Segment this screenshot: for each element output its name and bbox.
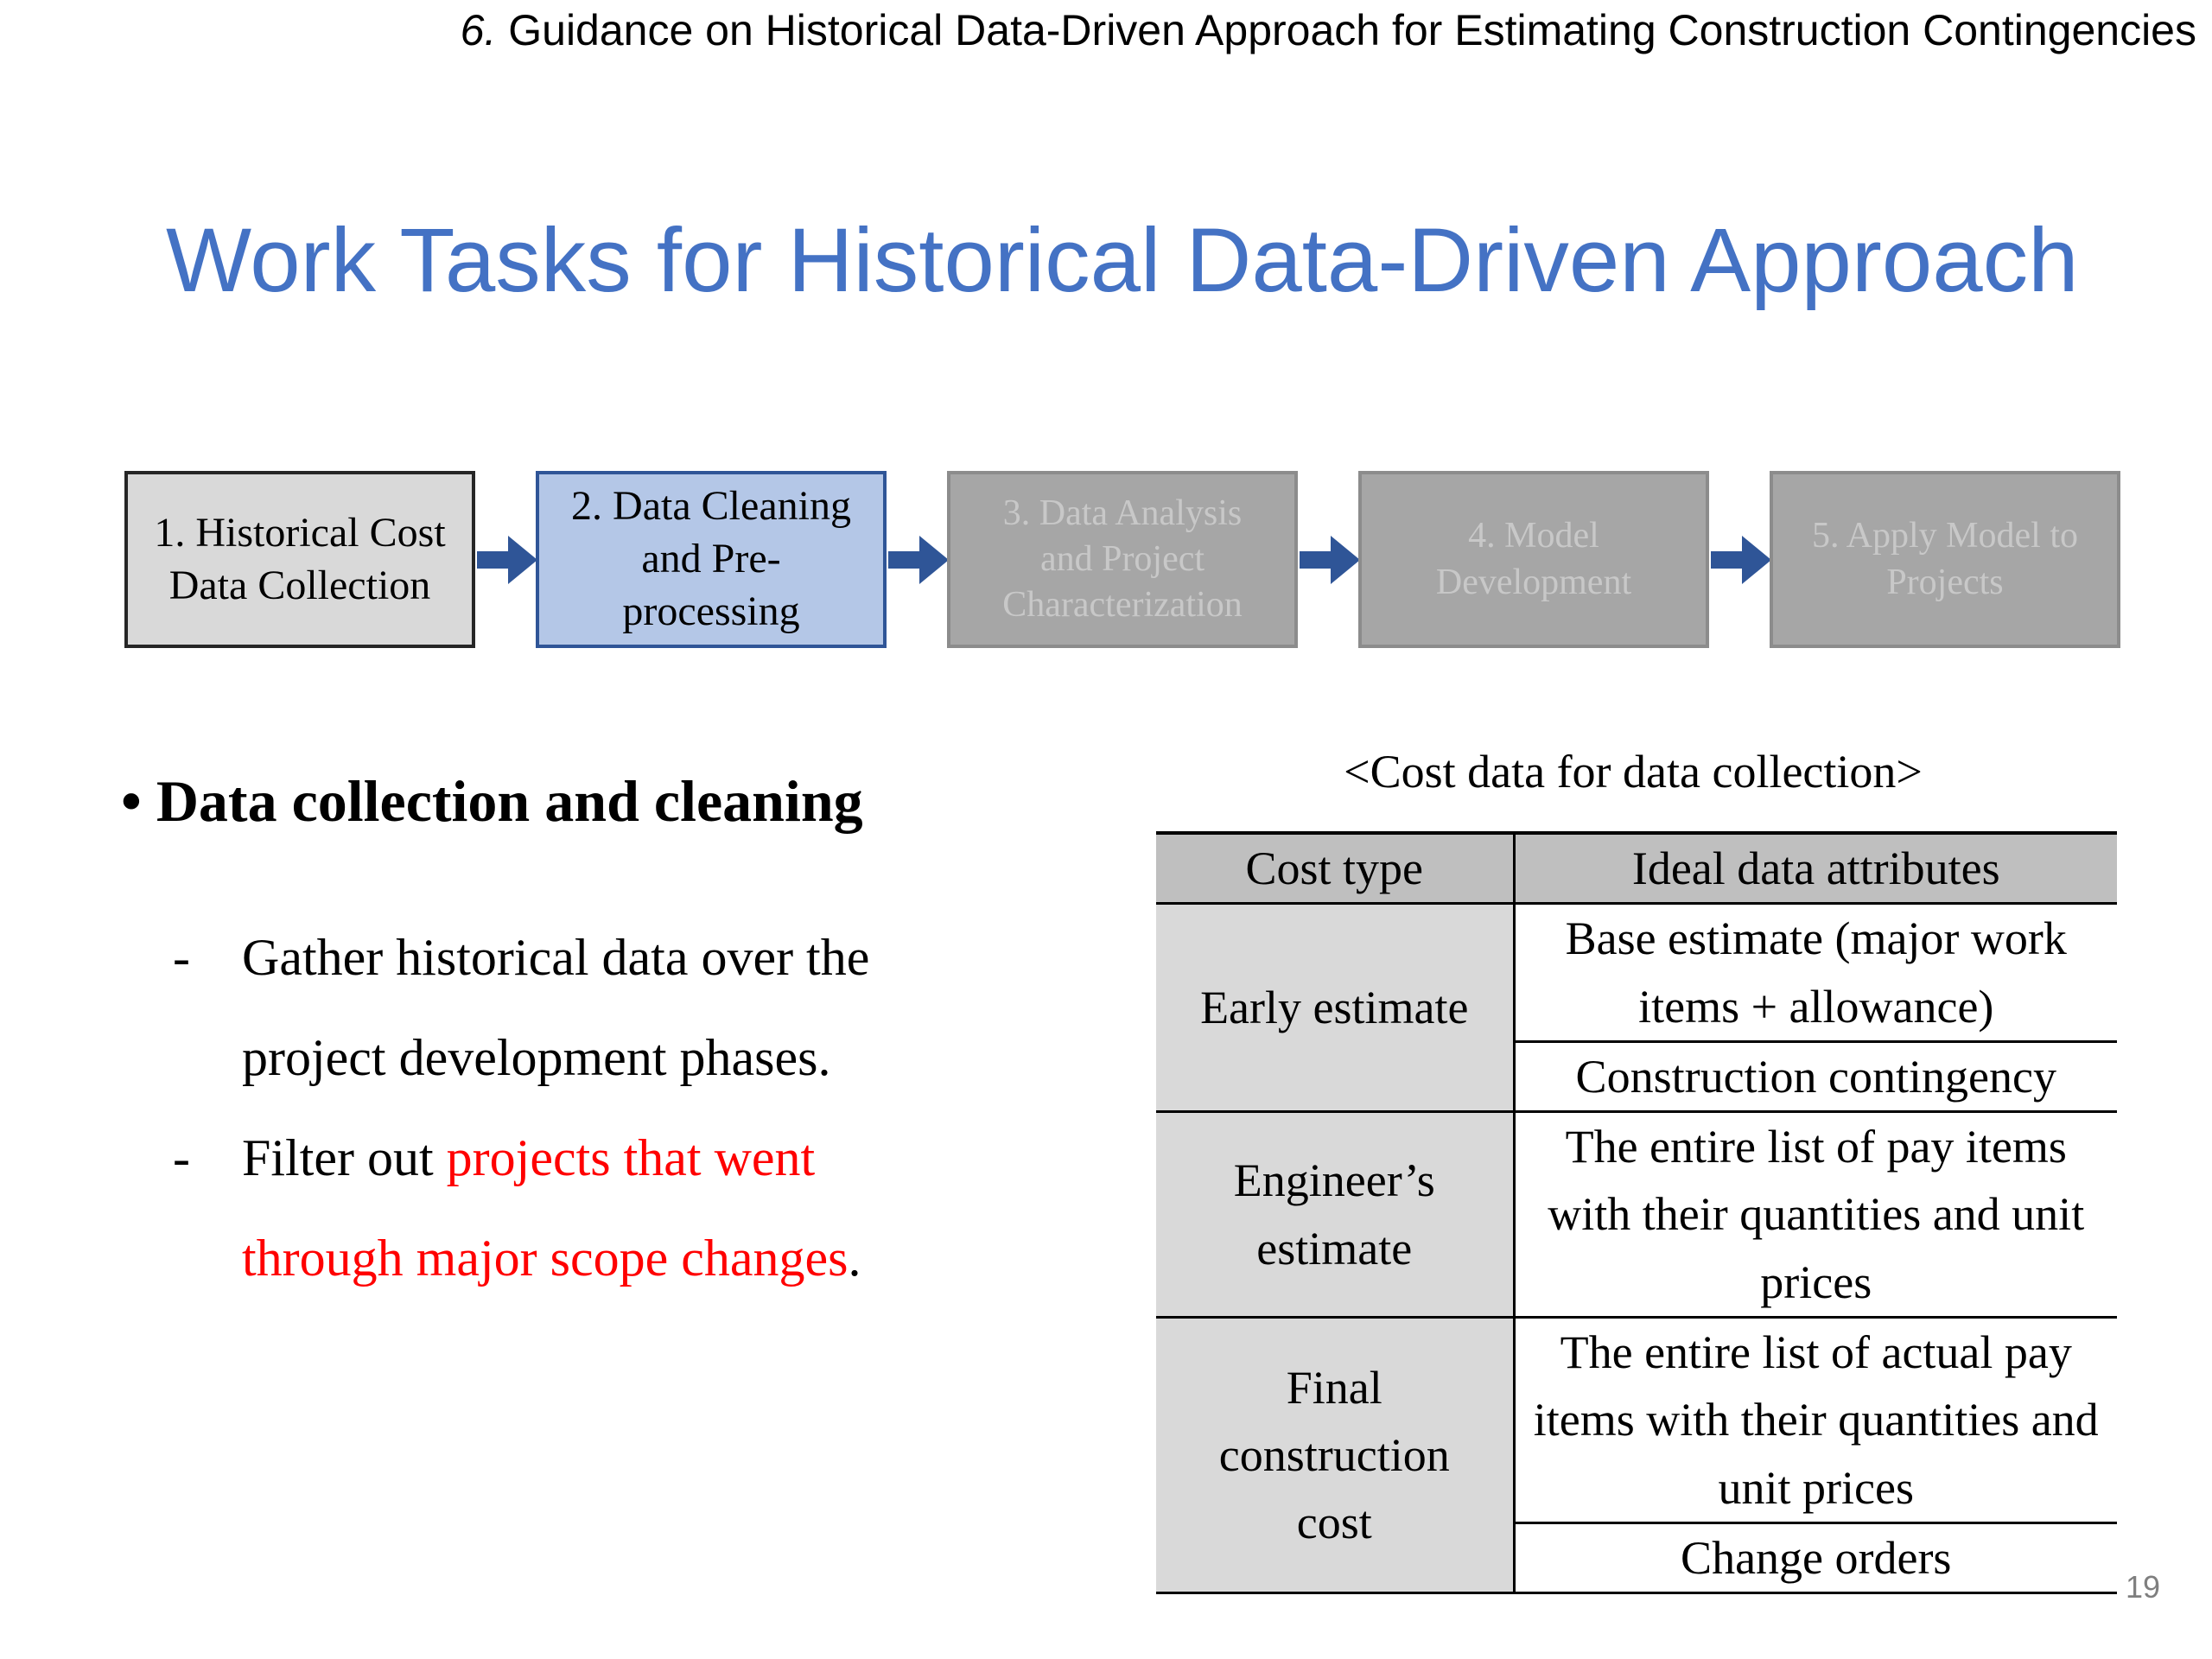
sub-item-2-text: Filter out [242, 1129, 447, 1186]
sub-item-2-line-2 [242, 1229, 861, 1288]
step-data-cleaning [536, 471, 887, 648]
bullet-marker: • [121, 768, 142, 834]
arrow-right-icon [888, 536, 949, 584]
step-historical-cost-data-collection [124, 471, 475, 648]
dash-marker: - [173, 1129, 190, 1186]
highlighted-text: projects that went [446, 1129, 816, 1186]
table-row [1156, 1112, 2117, 1318]
slide-header [0, 5, 2196, 55]
arrow-right-icon [1300, 536, 1360, 584]
step-apply-model [1770, 471, 2120, 648]
slide-title: Work Tasks for Historical Data-Driven Approach [166, 210, 2079, 311]
bullet-heading [121, 767, 863, 836]
arrow-right-icon [1711, 536, 1771, 584]
attribute-cell: Base estimate (major work items + allowance) [1514, 904, 2117, 1042]
step-label: 4. Model Development [1435, 516, 1632, 602]
table-header-row [1156, 833, 2117, 904]
table-row [1156, 904, 2117, 1042]
arrow-right-icon [477, 536, 537, 584]
bullet-heading-text: Data collection and cleaning [156, 768, 863, 834]
step-label: 3. Data Analysis and Project Characterization [1002, 493, 1243, 626]
cost-type-cell: Early estimate [1156, 904, 1514, 1112]
table-row [1156, 1318, 2117, 1523]
column-header-attributes: Ideal data attributes [1514, 833, 2117, 904]
attribute-cell: The entire list of actual pay items with their quantities and unit prices [1514, 1318, 2117, 1523]
section-number: 6. [460, 6, 497, 54]
column-header-cost-type: Cost type [1156, 833, 1514, 904]
step-label: 5. Apply Model to Projects [1811, 516, 2078, 602]
step-model-development [1358, 471, 1709, 648]
dash-marker: - [173, 929, 190, 986]
sub-item-1-line-1: Gather historical data over the [242, 929, 870, 986]
sub-item-2-line-1 [242, 1128, 815, 1188]
cost-data-table [1156, 831, 2117, 1594]
header-text: Guidance on Historical Data-Driven Approach for Estimating Construction Contingencies [508, 6, 2196, 54]
attribute-cell: Construction contingency [1514, 1041, 2117, 1111]
cost-type-cell: Final construction cost [1156, 1318, 1514, 1593]
sub-item-2-tail: . [848, 1230, 861, 1287]
step-label: 2. Data Cleaning and Pre- processing [571, 483, 851, 634]
attribute-cell: The entire list of pay items with their quantities and unit prices [1514, 1112, 2117, 1318]
page-number: 19 [2126, 1569, 2161, 1605]
attribute-cell: Change orders [1514, 1522, 2117, 1592]
step-data-analysis [947, 471, 1298, 648]
step-label: 1. Historical Cost Data Collection [154, 509, 446, 608]
cost-type-cell: Engineer’s estimate [1156, 1112, 1514, 1318]
table-caption: <Cost data for data collection> [1344, 746, 1923, 798]
highlighted-text: through major scope changes [242, 1230, 849, 1287]
sub-item-1-line-2: project development phases. [242, 1029, 831, 1086]
